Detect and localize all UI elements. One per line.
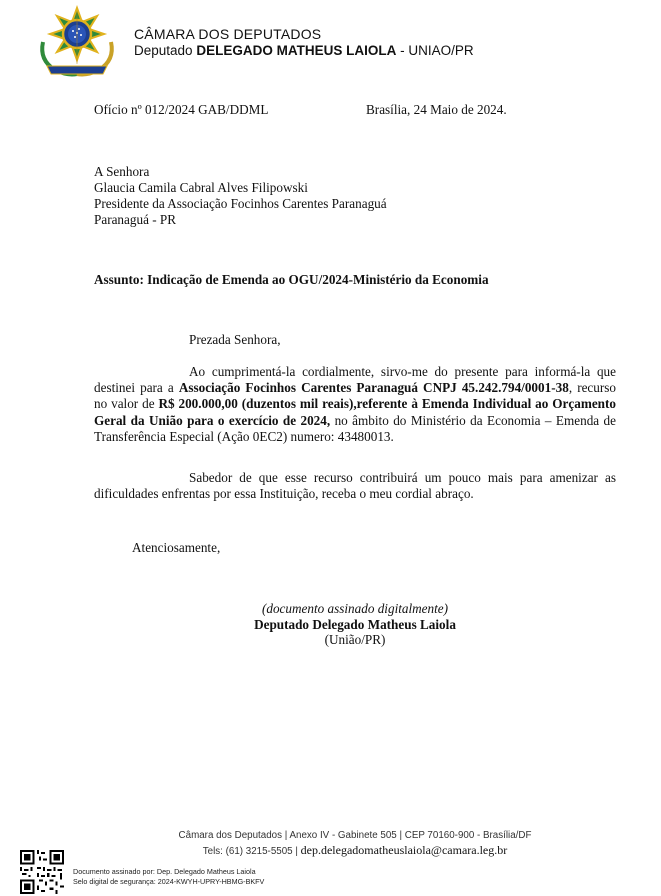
deputy-party: - UNIAO/PR (400, 43, 474, 58)
footer (120, 828, 590, 859)
p1-text: , recurso no valor de (94, 380, 616, 412)
p1-beneficiary: Associação Focinhos Carentes Paranaguá CNPJ 45.242.794/0001-38 (178, 380, 569, 396)
letterhead (134, 26, 474, 59)
deputy-prefix: Deputado (134, 43, 193, 58)
recipient-line: A Senhora (94, 164, 150, 179)
salutation: Prezada Senhora, (189, 332, 281, 347)
signed-by: Documento assinado por: Dep. Delegado Matheus Laiola (73, 867, 256, 876)
signature-block (200, 601, 510, 648)
body-paragraph-2 (94, 470, 616, 502)
signature-note: (documento assinado digitalmente) (261, 601, 449, 616)
digital-signature-stamp (73, 867, 264, 887)
coat-of-arms-icon (33, 2, 121, 82)
institution-name: CÂMARA DOS DEPUTADOS (134, 26, 322, 42)
p2-text: Sabedor de que esse recurso contribuirá um pouco mais para amenizar as dificuldades enfrentas por essa Instituição, receba o meu cordial abraço. (94, 470, 616, 502)
subject-line: Assunto: Indicação de Emenda ao OGU/2024-Ministério da Economia (94, 272, 489, 287)
p1-amount: R$ 200.000,00 (duzentos mil reais),referente à Emenda Individual ao Orçamento Geral da União para o exercício de 2024, (94, 396, 617, 428)
p1-text: Ao cumprimentá-la cordialmente, sirvo-me do presente para informá-la que destinei para a (94, 364, 616, 396)
recipient-line: Paranaguá - PR (94, 212, 177, 227)
signature-name: Deputado Delegado Matheus Laiola (254, 616, 456, 632)
p1-text: no âmbito do Ministério da Economia – Emenda de Transferência Especial (Ação 0EC2) numero: 43480013. (94, 412, 617, 444)
body-paragraph-1 (94, 364, 616, 445)
oficio-number: Ofício nº 012/2024 GAB/DDML (94, 102, 269, 117)
qr-code-icon (20, 850, 64, 894)
footer-phone: Tels: (61) 3215-5505 | (202, 846, 298, 857)
recipient-line: Presidente da Associação Focinhos Carentes Paranaguá (94, 196, 387, 211)
footer-email[interactable]: dep.delegadomatheuslaiola@camara.leg.br (300, 843, 508, 857)
signature-party: (União/PR) (324, 632, 386, 647)
letter-date: Brasília, 24 Maio de 2024. (366, 102, 507, 117)
footer-contact (120, 843, 590, 859)
closing: Atenciosamente, (132, 540, 221, 555)
deputy-name: DELEGADO MATHEUS LAIOLA (196, 43, 397, 58)
deputy-line (134, 43, 474, 59)
footer-address: Câmara dos Deputados | Anexo IV - Gabinete 505 | CEP 70160-900 - Brasília/DF (178, 830, 532, 841)
recipient-line: Glaucia Camila Cabral Alves Filipowski (94, 180, 308, 195)
security-seal: Selo digital de segurança: 2024-KWYH-UPRY-HBMG-BKFV (73, 877, 265, 886)
recipient-block (94, 164, 387, 228)
